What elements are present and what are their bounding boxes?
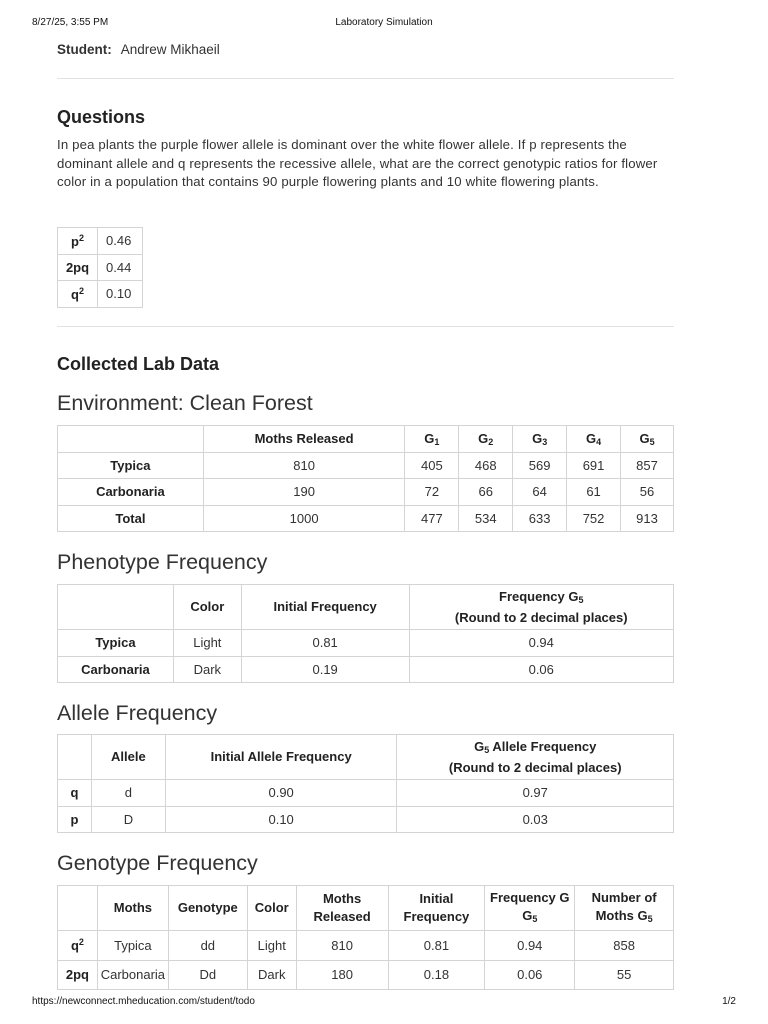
header-cell: $G_2$: [459, 426, 513, 453]
header-cell: Moths Released: [203, 426, 405, 453]
table-cell: 180: [296, 960, 388, 990]
table-cell: 405: [405, 452, 459, 479]
table-row: [58, 281, 143, 308]
table-row: [58, 452, 674, 479]
row-label: Total: [58, 505, 204, 532]
table-cell: 61: [567, 479, 621, 506]
table-cell: Dd: [168, 960, 247, 990]
header-cell: Moths Released: [296, 886, 388, 931]
question-text: In pea plants the purple flower allele is dominant over the white flower allele. If p represents the dominant allele and q represents the recessive allele, what are the correct genotypic ratios for flower color in a population that contains 90 purple flowering plants and 10 white flowering plants.: [57, 137, 658, 189]
divider: [57, 78, 674, 79]
table-cell: 0.97: [397, 780, 674, 807]
row-label: Typica: [58, 452, 204, 479]
header-cell: Initial Frequency: [388, 886, 485, 931]
table-cell: d: [91, 780, 165, 807]
divider: [57, 326, 674, 327]
questions-heading: Questions: [57, 107, 146, 127]
table-cell: 56: [621, 479, 674, 506]
row-label: q: [58, 780, 92, 807]
header-cell: [58, 886, 98, 931]
table-cell: 0.90: [165, 780, 397, 807]
student-line: [57, 42, 220, 57]
row-label: Carbonaria: [58, 656, 174, 683]
row-label: $q^2$: [58, 931, 98, 961]
print-footer: [32, 996, 736, 1010]
table-cell: 0.94: [485, 931, 575, 961]
table-cell: Dark: [173, 656, 241, 683]
table-cell: Light: [173, 630, 241, 657]
table-cell: Typica: [97, 931, 168, 961]
table-cell: 569: [513, 452, 567, 479]
header-cell: [58, 426, 204, 453]
page-url[interactable]: https://newconnect.mheducation.com/student/todo: [32, 996, 255, 1007]
table-row: [58, 630, 674, 657]
table-row: [58, 780, 674, 807]
genotype-frequency-table: [57, 885, 674, 990]
table-row: [58, 806, 674, 833]
table-cell: 1000: [203, 505, 405, 532]
table-cell: 857: [621, 452, 674, 479]
row-label: Typica: [58, 630, 174, 657]
page-number: 1/2: [722, 996, 736, 1007]
table-row: [58, 479, 674, 506]
genotype-ratio-answer-table: [57, 227, 143, 308]
phenotype-frequency-table: [57, 584, 674, 683]
header-cell: Color: [247, 886, 296, 931]
header-cell: [58, 735, 92, 780]
table-header-row: [58, 585, 674, 630]
table-cell: 477: [405, 505, 459, 532]
table-cell: 810: [296, 931, 388, 961]
table-cell: 534: [459, 505, 513, 532]
student-name: Andrew Mikhaeil: [120, 42, 220, 57]
table-header-row: [58, 886, 674, 931]
table-cell: 468: [459, 452, 513, 479]
table-cell: 0.18: [388, 960, 485, 990]
header-cell: Moths: [97, 886, 168, 931]
table-row: [58, 254, 143, 281]
allele-title: Allele Frequency: [57, 701, 218, 725]
header-cell: $G_5$ Allele Frequency (Round to 2 decimal places): [397, 735, 674, 780]
table-cell: Light: [247, 931, 296, 961]
table-cell: 66: [459, 479, 513, 506]
table-header-row: [58, 735, 674, 780]
table-cell: 72: [405, 479, 459, 506]
table-row: [58, 931, 674, 961]
answer-value: 0.46: [98, 228, 143, 255]
row-label: $q^2$: [58, 281, 98, 308]
table-cell: 0.10: [165, 806, 397, 833]
table-cell: 0.81: [241, 630, 409, 657]
table-cell: 633: [513, 505, 567, 532]
header-cell: [58, 585, 174, 630]
table-row: [58, 228, 143, 255]
allele-frequency-table: [57, 734, 674, 833]
table-row: [58, 960, 674, 990]
table-cell: 810: [203, 452, 405, 479]
header-cell: Genotype: [168, 886, 247, 931]
phenotype-title: Phenotype Frequency: [57, 550, 268, 574]
row-label: 2pq: [58, 960, 98, 990]
answer-value: 0.10: [98, 281, 143, 308]
table-cell: 858: [575, 931, 674, 961]
table-row: [58, 505, 674, 532]
row-label: 2pq: [58, 254, 98, 281]
header-cell: $G_5$: [621, 426, 674, 453]
table-cell: 64: [513, 479, 567, 506]
table-cell: 752: [567, 505, 621, 532]
header-cell: Color: [173, 585, 241, 630]
table-cell: 0.06: [485, 960, 575, 990]
table-header-row: [58, 426, 674, 453]
row-label: Carbonaria: [58, 479, 204, 506]
student-label: Student:: [57, 42, 112, 57]
lab-data-heading: Collected Lab Data: [57, 354, 220, 374]
table-cell: Carbonaria: [97, 960, 168, 990]
header-cell: Frequency G $G_5$: [485, 886, 575, 931]
row-label: $p^2$: [58, 228, 98, 255]
table-cell: 55: [575, 960, 674, 990]
header-cell: $G_1$: [405, 426, 459, 453]
header-cell: $G_3$: [513, 426, 567, 453]
print-title: Laboratory Simulation: [335, 17, 433, 28]
table-cell: 0.19: [241, 656, 409, 683]
header-cell: $G_4$: [567, 426, 621, 453]
table-cell: 0.03: [397, 806, 674, 833]
answer-value: 0.44: [98, 254, 143, 281]
table-cell: 0.94: [409, 630, 674, 657]
genotype-title: Genotype Frequency: [57, 851, 258, 875]
print-datetime: 8/27/25, 3:55 PM: [32, 17, 109, 28]
table-cell: Dark: [247, 960, 296, 990]
header-cell: Frequency $G_5$ (Round to 2 decimal places): [409, 585, 674, 630]
table-cell: dd: [168, 931, 247, 961]
row-label: p: [58, 806, 92, 833]
table-cell: D: [91, 806, 165, 833]
table-row: [58, 656, 674, 683]
table-cell: 190: [203, 479, 405, 506]
print-header: [32, 17, 736, 31]
table-cell: 691: [567, 452, 621, 479]
table-cell: 0.81: [388, 931, 485, 961]
header-cell: Initial Frequency: [241, 585, 409, 630]
header-cell: Initial Allele Frequency: [165, 735, 397, 780]
moths-generation-table: [57, 425, 674, 532]
environment-title: Environment: Clean Forest: [57, 391, 313, 415]
table-cell: 0.06: [409, 656, 674, 683]
header-cell: Number of Moths $G_5$: [575, 886, 674, 931]
table-cell: 913: [621, 505, 674, 532]
header-cell: Allele: [91, 735, 165, 780]
